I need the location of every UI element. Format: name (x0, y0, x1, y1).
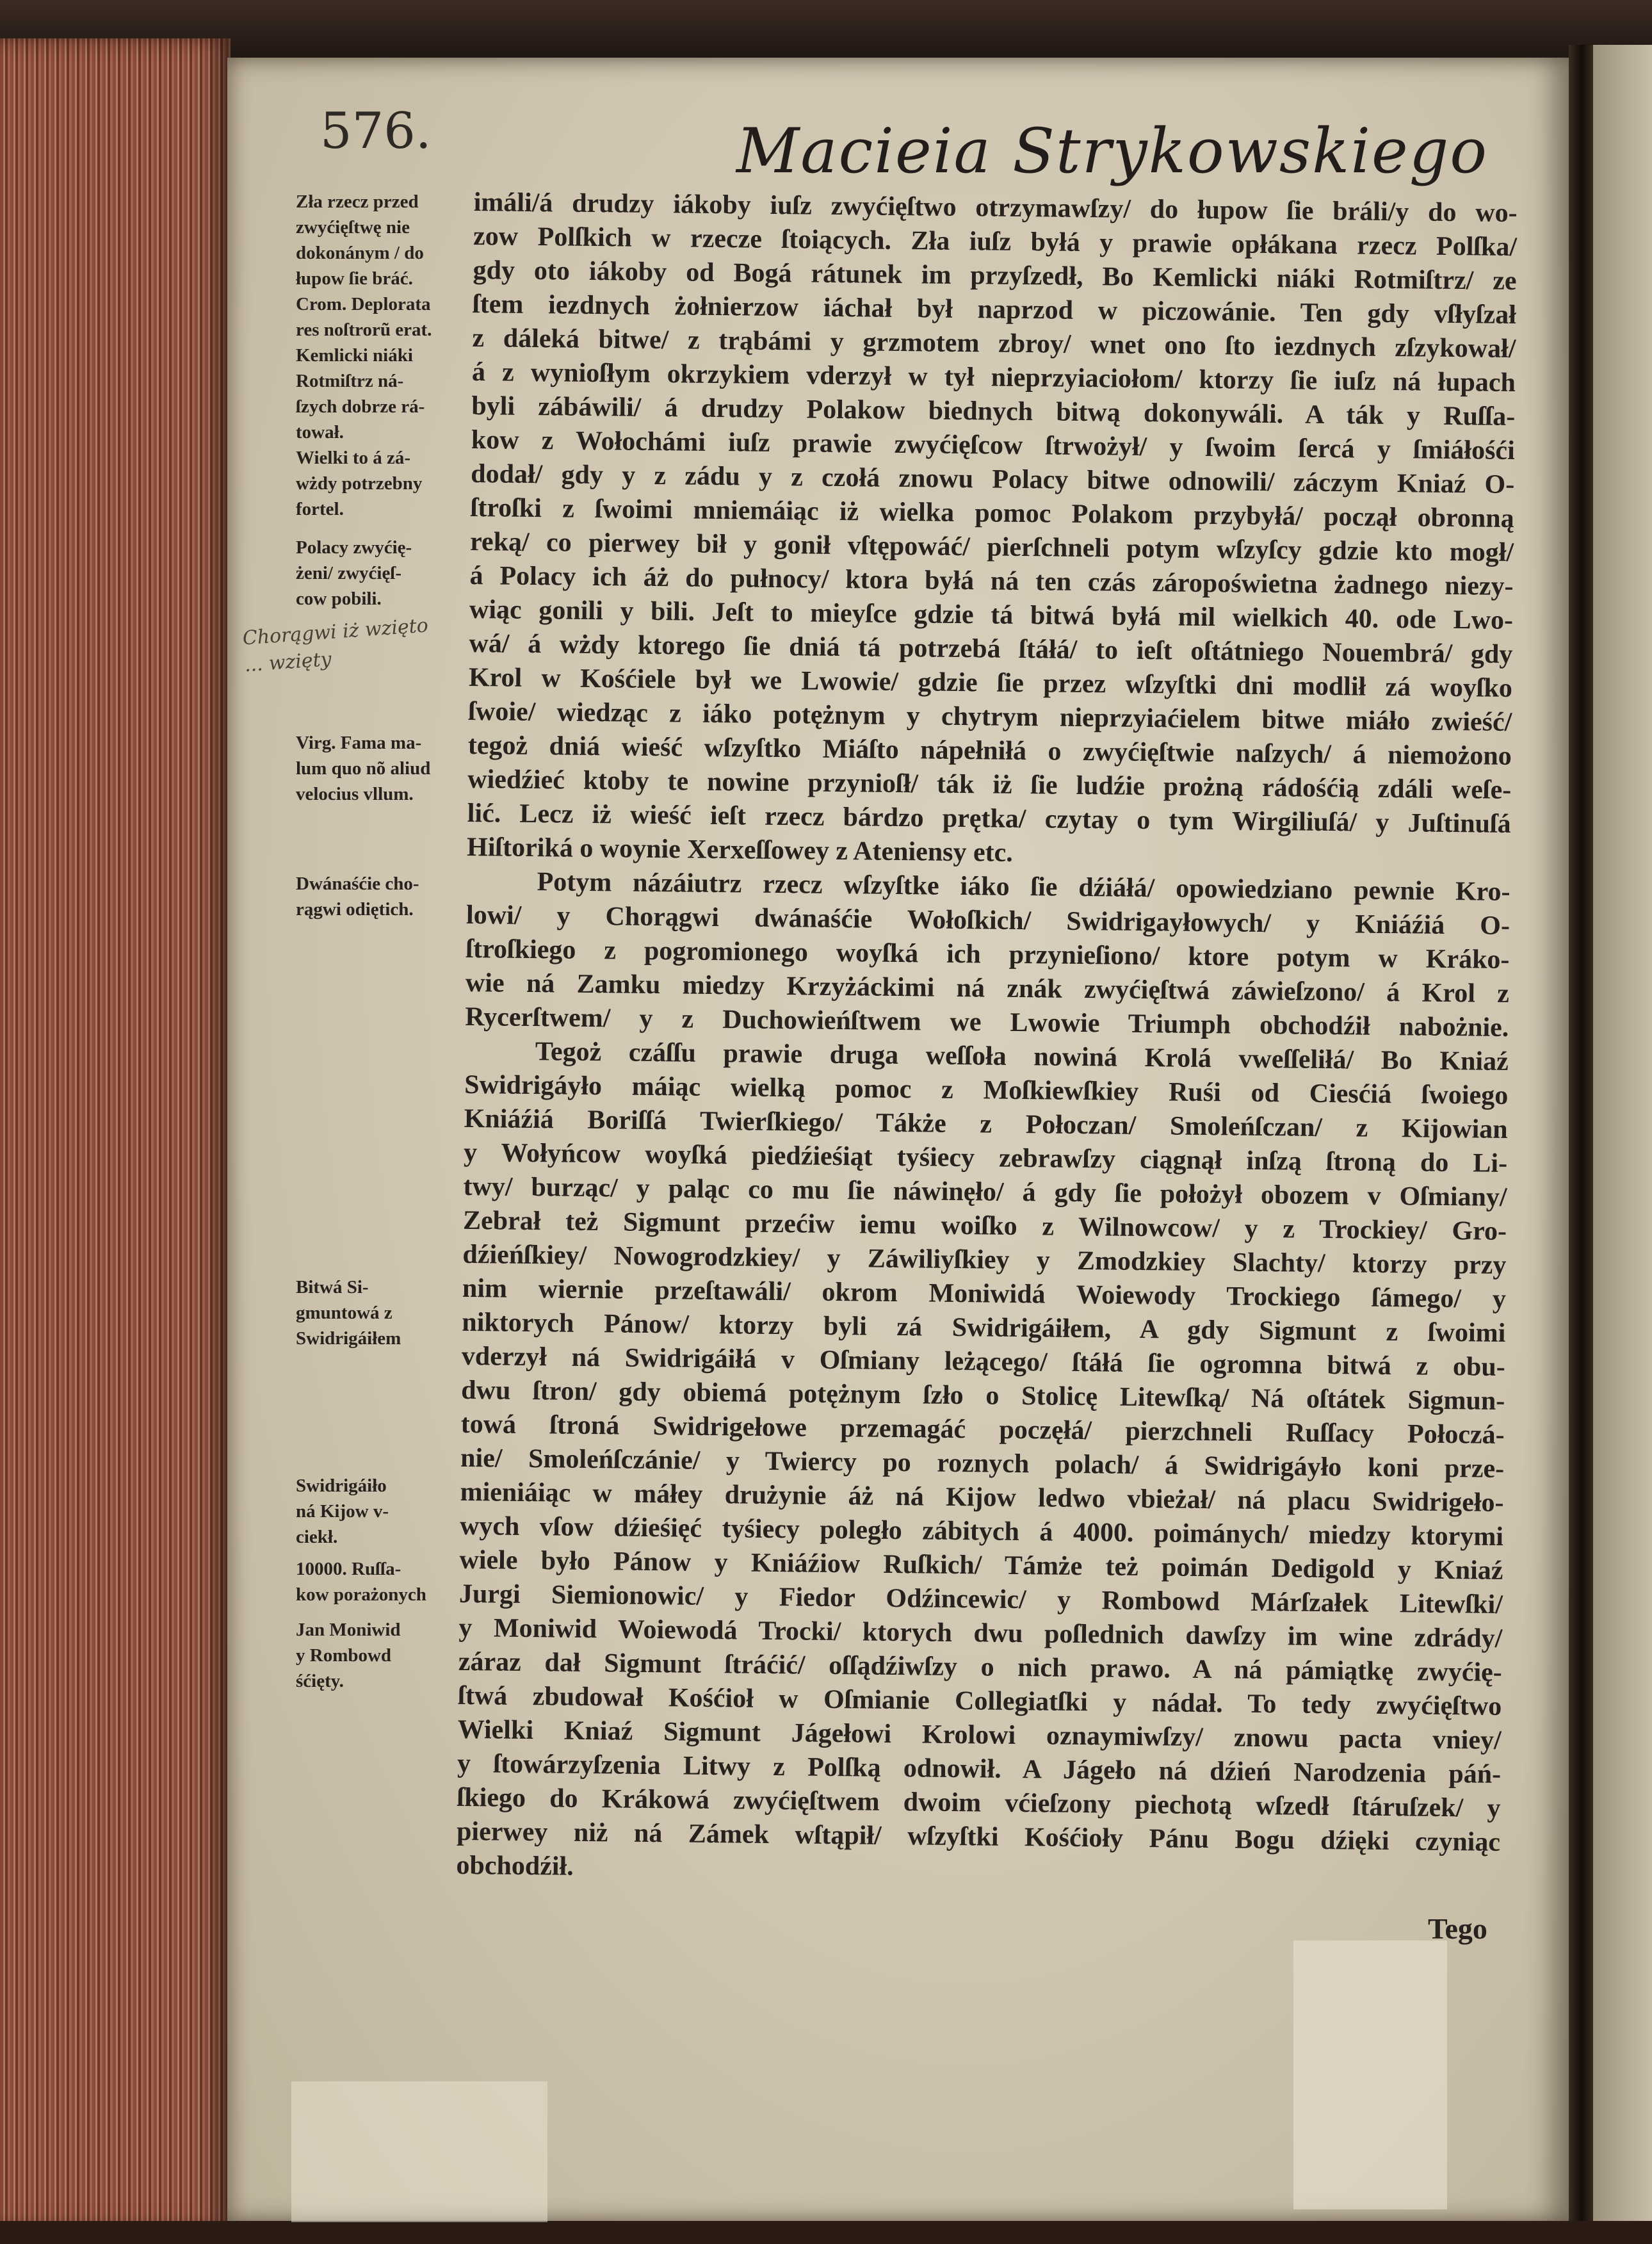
marginal-note-line: Rotmiſtrz ná- (296, 371, 404, 391)
marginal-note (296, 291, 459, 343)
marginal-note (296, 730, 459, 807)
book-top-edge (0, 0, 1652, 61)
text-line: gdy oto iákoby od Bogá rátunek im przyſzedł, Bo Kemlicki niáki Rotmiſtrz/ ze (473, 255, 1517, 297)
marginal-note-line: Bitwá Si- (296, 1277, 369, 1297)
marginal-note-line: śćięty. (296, 1671, 344, 1691)
page-number: 576. (320, 102, 432, 160)
text-line: Swidrigáyło máiąc wielką pomoc z Moſkiewſkiey Ruśi od Ciesćiá ſwoiego (464, 1069, 1509, 1110)
marginal-note (296, 343, 459, 445)
text-line: wych vſow dźieśięć tyśiecy poległo zábitych á 4000. poimánych/ miedzy ktorymi (459, 1511, 1504, 1552)
marginal-note-line: Crom. Deplorata (296, 294, 431, 314)
marginal-note (296, 1473, 459, 1550)
marginal-note (296, 535, 459, 612)
marginal-note-line: ciekł. (296, 1527, 338, 1547)
text-line: kow z Wołochámi iuſz prawie zwyćięſcow ſtrwożył/ y ſwoim ſercá y ſmiáłośći (471, 425, 1515, 466)
marginal-note (296, 1556, 459, 1607)
text-line: zow Polſkich w rzecze ſtoiących. Zła iuſz byłá y prawie opłákana rzecz Polſka/ (473, 221, 1518, 263)
marginal-note-line: Virg. Fama ma- (296, 733, 422, 753)
marginal-note-line: ... wzięty (243, 648, 332, 677)
marginal-note (296, 189, 459, 291)
marginal-note-line: kow porażonych (296, 1584, 426, 1605)
text-line: tegoż dniá wieść wſzyſtko Miáſto nápełniłá o zwyćięſtwie naſzych/ á niemożono (467, 730, 1512, 772)
marginal-note-line: wżdy potrzebny (296, 473, 423, 494)
marginal-note-line: Swidrigáiło (296, 1476, 387, 1496)
marginal-note-line: rągwi odiętich. (296, 899, 414, 920)
text-line: wiele było Pánow y Kniáźiow Ruſkich/ Támże też poimán Dedigold y Kniaź (459, 1545, 1503, 1586)
text-line: Jurgi Siemionowic/ y Fiedor Odźincewic/ y Rombowd Márſzałek Litewſki/ (458, 1579, 1503, 1620)
text-line: mieniáiąc w máłey drużynie áż ná Kijow ledwo vbieżał/ ná placu Swidrigeło- (460, 1477, 1504, 1518)
text-line: obchodźił. (456, 1850, 574, 1882)
text-line: niktorych Pánow/ ktorzy byli zá Swidrigáiłem, A gdy Sigmunt z ſwoimi (462, 1307, 1506, 1348)
marginal-note-line: Zła rzecz przed (296, 191, 419, 212)
book-gutter (1569, 45, 1594, 2235)
text-line: z dáleká bitwe/ z trąbámi y grzmotem zbroy/ wnet ono ſto iezdnych zſzykował/ (472, 323, 1516, 364)
text-line: ſtem iezdnych żołnierzow iáchał był naprzod w piczowánie. Ten gdy vſłyſzał (472, 289, 1517, 330)
marginal-note-line: łupow ſie bráć. (296, 268, 413, 289)
marginal-note-line: velocius vllum. (296, 784, 414, 804)
marginal-note-line: lum quo nõ aliud (296, 758, 431, 779)
text-line: dwu ſtron/ gdy obiemá potężnym ſzło o Stolicę Litewſką/ Ná oſtátek Sigmun- (461, 1375, 1505, 1416)
marginal-note-line: 10000. Ruſſa- (296, 1559, 401, 1579)
text-line: ſtwá zbudował Kośćioł w Oſmianie Collegiatſki y nádał. To tedy zwyćięſtwo (458, 1680, 1502, 1721)
text-line: pierwey niż ná Zámek wſtąpił/ wſzyſtki Kośćioły Pánu Bogu dźięki czyniąc (456, 1816, 1501, 1857)
marginal-note-line: Wielki to á zá- (296, 448, 411, 468)
text-line: nie/ Smoleńſczánie/ y Twiercy po roznych polach/ á Swidrigáyło koni prze- (460, 1443, 1505, 1484)
marginal-note-line: Chorągwi iż wzięto (241, 614, 429, 650)
paper-stain (291, 2081, 547, 2222)
book-bottom-edge (0, 2221, 1652, 2244)
marginal-note (296, 1274, 459, 1351)
text-line: záraz dał Sigmunt ſtráćić/ oſſądźiwſzy o nich prawo. A ná pámiątkę zwyćię- (458, 1646, 1503, 1687)
text-line: reką/ co pierwey bił y gonił vſtępowáć/ pierſchneli potym wſzyſcy gdzie kto mogł/ (469, 526, 1514, 568)
marginal-note-line: Jan Moniwid (296, 1620, 401, 1640)
main-text-block (456, 186, 1518, 1894)
facing-page-edge (1593, 45, 1652, 2235)
marginal-note-line: zwyćięſtwę nie (296, 217, 410, 238)
marginal-note-line: tował. (296, 422, 344, 443)
marginal-note-line: res noſtrorũ erat. (296, 320, 432, 340)
marginal-note-line: Swidrigáiłem (296, 1328, 401, 1349)
marginal-note (296, 871, 459, 922)
text-line: Potym názáiutrz rzecz wſzyſtke iáko ſie dźiáłá/ opowiedziano pewnie Kro- (537, 867, 1510, 907)
catchword: Tego (1428, 1912, 1487, 1945)
text-line: ſwoie/ wiedząc z iáko potężnym y chytrym nieprzyiaćielem bitwe miáło zwieść/ (468, 696, 1512, 738)
text-line: vderzył ná Swidrigáiłá v Oſmiany leżącego/ ſtáłá ſie ogromna bitwá z obu- (461, 1341, 1506, 1382)
text-line: á Polacy ich áż do pułnocy/ ktora byłá ná ten czás záropoświetna żadnego niezy- (469, 560, 1514, 602)
text-line: á z wynioſłym okrzykiem vderzył w tył nieprzyiaciołom/ ktorzy ſie iuſz ná łupach (471, 357, 1516, 398)
text-line: lić. Lecz iż wieść ieſt rzecz bárdzo prętka/ czytay o tym Wirgiliuſá/ y Juſtinuſá (467, 798, 1511, 840)
text-line: wá/ á wżdy ktorego ſie dniá tá potrzebá ſtáłá/ to ieſt oſtátniego Nouembrá/ gdy (469, 628, 1513, 670)
marginal-note-line: żeni/ zwyćięſ- (296, 563, 402, 583)
text-line: wiedźieć ktoby te nowine przynioſł/ ták iż ſie ludźie prożną rádośćią zdáli weſe- (467, 764, 1512, 806)
paper-stain (1293, 1940, 1447, 2209)
text-line: ſtroſkiego z pogromionego woyſká ich przynieſiono/ ktore potym w Kráko- (466, 934, 1510, 975)
text-line: y ſtowárzyſzenia Litwy z Polſką odnowił. A Jágeło ná dźień Narodzenia páń- (457, 1748, 1502, 1789)
text-line: dodał/ gdy y z zádu y z czołá znowu Polacy bitwe odnowili/ záczym Kniaź O- (471, 459, 1515, 500)
text-line: lowi/ y Chorągwi dwánaśćie Wołoſkich/ Swidrigayłowych/ y Kniáźiá O- (466, 900, 1510, 941)
text-line: Wielki Kniaź Sigmunt Jágełowi Krolowi oznaymiwſzy/ znowu pacta vniey/ (457, 1714, 1502, 1755)
text-line: Hiſtoriká o woynie Xerxeſſowey z Ateniensy etc. (466, 832, 1014, 868)
marginal-note-line: fortel. (296, 499, 344, 519)
text-line: ſtroſki z ſwoimi mniemáiąc iż wielka pomoc Polakom przybyłá/ począł obronną (470, 492, 1514, 534)
marginal-note-line: cow pobili. (296, 589, 382, 609)
marginal-note-line: Kemlicki niáki (296, 345, 413, 366)
marginal-note-line: Polacy zwyćię- (296, 537, 412, 558)
text-line: y Moniwid Woiewodá Trocki/ ktorych dwu poſlednich dawſzy im wine zdrády/ (458, 1613, 1503, 1654)
book-fore-edge (0, 38, 231, 2229)
text-line: byli zábáwili/ á drudzy Polakow biednych bitwą dokonywáli. A ták y Ruſſa- (471, 391, 1516, 432)
marginal-note-line: ſzych dobrze rá- (296, 396, 425, 417)
text-line: y Wołyńcow woyſká piedźieśiąt tyśiecy zebrawſzy ciągnął inſzą ſtroną do Li- (463, 1137, 1508, 1178)
text-line: Rycerſtwem/ y z Duchowieńſtwem we Lwowie Triumph obchodźił nabożnie. (465, 1002, 1509, 1043)
text-line: Tegoż czáſſu prawie druga weſſoła nowiná Krolá vweſſeliłá/ Bo Kniaź (535, 1037, 1509, 1077)
text-line: twy/ burząc/ y paląc co mu ſie náwinęło/ á gdy ſie położył obozem v Oſmiany/ (463, 1171, 1507, 1212)
text-line: towá ſtroná Swidrigełowe przemagáć poczęłá/ pierzchneli Ruſſacy Połoczá- (460, 1409, 1505, 1450)
text-line: imáli/á drudzy iákoby iuſz zwyćięſtwo otrzymawſzy/ do łupow ſie bráli/y do wo- (473, 187, 1518, 229)
marginal-note (296, 445, 459, 522)
marginal-note-line: gmuntowá z (296, 1303, 393, 1323)
marginal-note-line: Dwánaśćie cho- (296, 874, 419, 894)
running-head: Macieia Strykowskiego (736, 115, 1489, 187)
marginal-note-line: y Rombowd (296, 1645, 392, 1666)
text-line: wie ná Zamku miedzy Krzyżáckimi ná znák zwyćięſtwá záwieſzono/ á Krol z (465, 968, 1510, 1009)
text-line: ſkiego do Krákowá zwyćięſtwem dwoim vćieſzony piechotą wſzedł ſtáruſzek/ y (457, 1782, 1501, 1823)
marginal-note (296, 1617, 459, 1694)
text-line: dźieńſkiey/ Nowogrodzkiey/ y Záwiliyſkiey y Zmodzkiey Slachty/ ktorzy przy (462, 1239, 1507, 1280)
text-line: Krol w Kośćiele był we Lwowie/ gdzie ſie przez wſzyſtki dni modlił zá woyſko (468, 662, 1513, 704)
marginal-note-line: dokonánym / do (296, 243, 424, 263)
text-line: Zebrał też Sigmunt przećiw iemu woiſko z Wilnowcow/ y z Trockiey/ Gro- (462, 1205, 1507, 1246)
text-line: Kniáźiá Boriſſá Twierſkiego/ Tákże z Połoczan/ Smoleńſczan/ z Kijowian (464, 1103, 1508, 1144)
marginal-note-line: ná Kijow v- (296, 1501, 389, 1522)
text-line: nim wiernie przeſtawáli/ okrom Moniwidá Woiewody Trockiego ſámego/ y (462, 1273, 1507, 1314)
text-line: wiąc gonili y bili. Jeſt to mieyſce gdzie tá bitwá byłá mil wielkich 40. ode Lwo- (469, 594, 1514, 636)
